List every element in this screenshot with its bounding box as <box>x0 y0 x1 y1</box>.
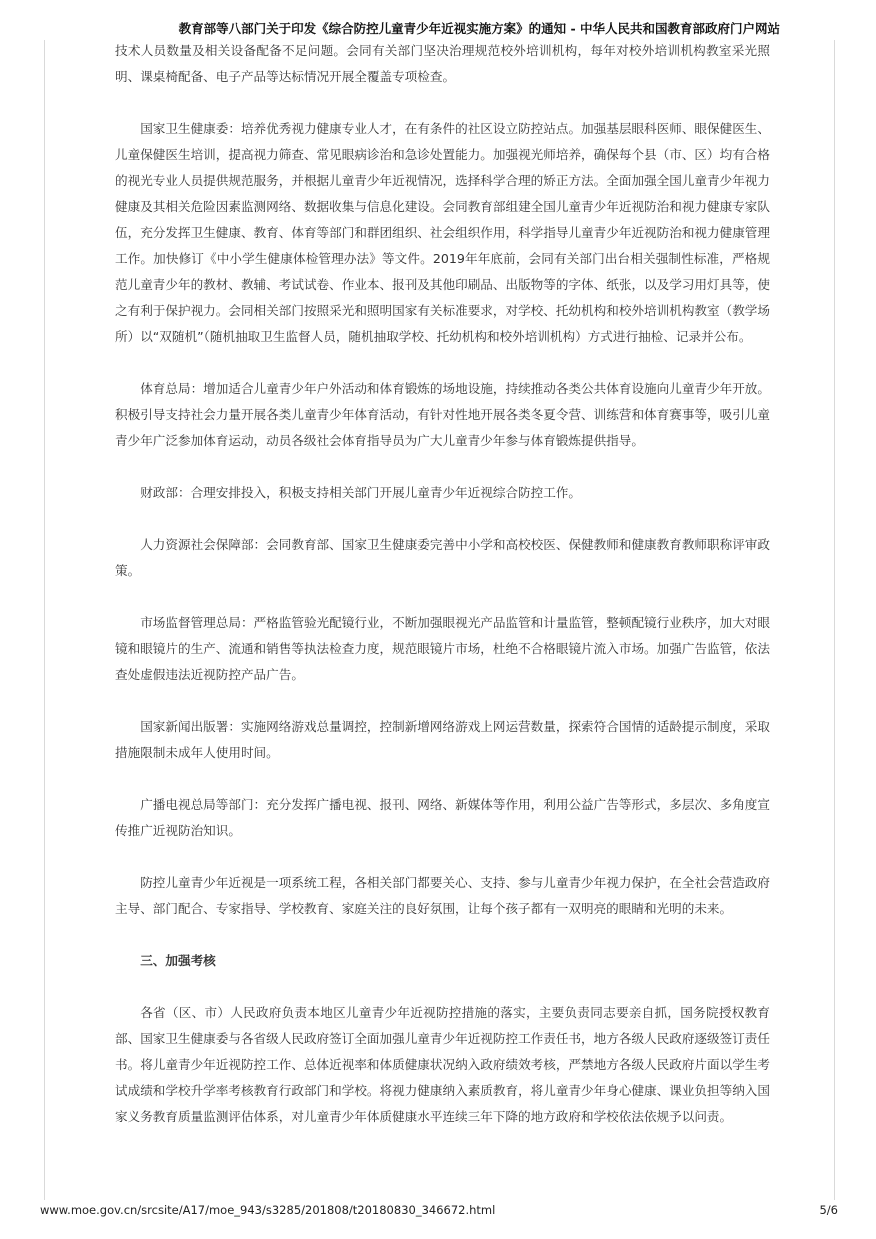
page-footer <box>40 1203 838 1217</box>
footer-page-number: 5/6 <box>819 1203 838 1217</box>
page-frame-left-border <box>44 40 45 1200</box>
paragraph-assessment: 各省（区、市）人民政府负责本地区儿童青少年近视防控措施的落实，主要负责同志要亲自抓，国务院授权教育部、国家卫生健康委与各省级人民政府签订全面加强儿童青少年近视防控工作责任书，地方各级人民政府逐级签订责任书。将儿童青少年近视防控工作、总体近视率和体质健康状况纳入政府绩效考核，严禁地方各级人民政府片面以学生考试成绩和学校升学率考核教育行政部门和学校。将视力健康纳入素质教育，将儿童青少年身心健康、课业负担等纳入国家义务教育质量监测评估体系，对儿童青少年体质健康水平连续三年下降的地方政府和学校依法依规予以问责。 <box>115 1005 770 1124</box>
paragraph-system-project: 防控儿童青少年近视是一项系统工程，各相关部门都要关心、支持、参与儿童青少年视力保护，在全社会营造政府主导、部门配合、专家指导、学校教育、家庭关注的良好氛围，让每个孩子都有一双明亮的眼睛和光明的未来。 <box>115 875 770 916</box>
section-heading-assessment: 三、加强考核 <box>140 953 216 968</box>
paragraph-finance-ministry: 财政部：合理安排投入，积极支持相关部门开展儿童青少年近视综合防控工作。 <box>140 485 581 500</box>
page-header-title: 教育部等八部门关于印发《综合防控儿童青少年近视实施方案》的通知 - 中华人民共和国教育部政府门户网站 <box>178 21 780 36</box>
footer-url: www.moe.gov.cn/srcsite/A17/moe_943/s3285/201808/t20180830_346672.html <box>40 1203 496 1217</box>
paragraph-human-resources: 人力资源社会保障部：会同教育部、国家卫生健康委完善中小学和高校校医、保健教师和健康教育教师职称评审政策。 <box>115 537 770 578</box>
paragraph-health-commission: 国家卫生健康委：培养优秀视力健康专业人才，在有条件的社区设立防控站点。加强基层眼科医师、眼保健医生、儿童保健医生培训，提高视力筛查、常见眼病诊治和急诊处置能力。加强视光师培养，确保每个县（市、区）均有合格的视光专业人员提供规范服务，并根据儿童青少年近视情况，选择科学合理的矫正方法。全面加强全国儿童青少年视力健康及其相关危险因素监测网络、数据收集与信息化建设。会同教育部组建全国儿童青少年近视防治和视力健康专家队伍，充分发挥卫生健康、教育、体育等部门和群团组织、社会组织作用，科学指导儿童青少年近视防治和视力健康管理工作。加快修订《中小学生健康体检管理办法》等文件。2019年年底前，会同有关部门出台相关强制性标准，严格规范儿童青少年的教材、教辅、考试试卷、作业本、报刊及其他印刷品、出版物等的字体、纸张，以及学习用灯具等，使之有利于保护视力。会同相关部门按照采光和照明国家有关标准要求，对学校、托幼机构和校外培训机构教室（教学场所）以“双随机”（随机抽取卫生监督人员，随机抽取学校、托幼机构和校外培训机构）方式进行抽检、记录并公布。 <box>115 121 770 344</box>
paragraph-radio-tv: 广播电视总局等部门：充分发挥广播电视、报刊、网络、新媒体等作用，利用公益广告等形式，多层次、多角度宣传推广近视防治知识。 <box>115 797 770 838</box>
paragraph-sports-bureau: 体育总局：增加适合儿童青少年户外活动和体育锻炼的场地设施，持续推动各类公共体育设施向儿童青少年开放。积极引导支持社会力量开展各类儿童青少年体育活动，有针对性地开展各类冬夏令营、训练营和体育赛事等，吸引儿童青少年广泛参加体育运动，动员各级社会体育指导员为广大儿童青少年参与体育锻炼提供指导。 <box>115 381 770 448</box>
paragraph-market-regulation: 市场监督管理总局：严格监管验光配镜行业，不断加强眼视光产品监管和计量监管，整顿配镜行业秩序，加大对眼镜和眼镜片的生产、流通和销售等执法检查力度，规范眼镜片市场，杜绝不合格眼镜片流入市场。加强广告监管，依法查处虚假违法近视防控产品广告。 <box>115 615 770 682</box>
page-frame-right-border <box>834 40 835 1200</box>
article-body <box>115 38 770 1156</box>
paragraph-press-publication: 国家新闻出版署：实施网络游戏总量调控，控制新增网络游戏上网运营数量，探索符合国情的适龄提示制度，采取措施限制未成年人使用时间。 <box>115 719 770 760</box>
paragraph-continuation: 技术人员数量及相关设备配备不足问题。会同有关部门坚决治理规范校外培训机构，每年对校外培训机构教室采光照明、课桌椅配备、电子产品等达标情况开展全覆盖专项检查。 <box>115 43 770 84</box>
